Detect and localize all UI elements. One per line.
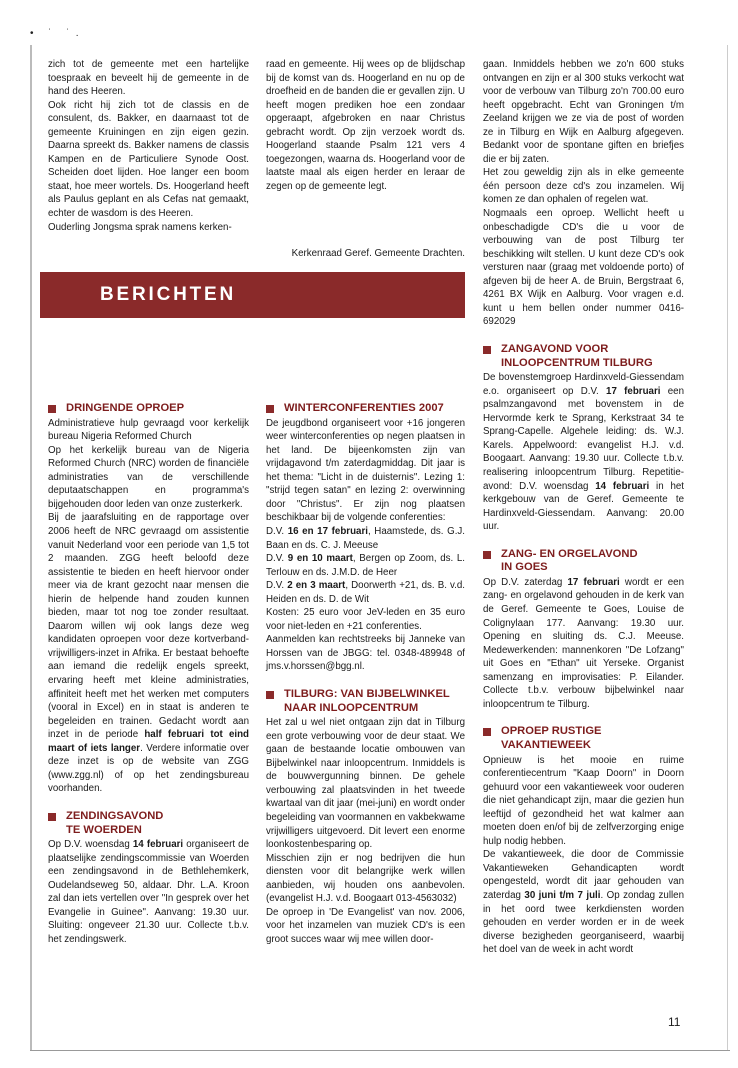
paragraph: gaan. Inmiddels hebben we zo'n 600 stuks ontvangen en zijn er al 300 stuks verkocht wat voor de verbouw van Tilburg zo'n 700.00 euro heeft opgebracht. Echt van Groningen t/m Zeeland krijgen we ze via de post of worden ze in Tilburg en Wijk en Aalburg afgegeven. Bedankt voor de spontane giften en briefjes die er bij zaten. (483, 59, 684, 165)
article-heading: TILBURG: VAN BIJBELWINKEL NAAR INLOOPCENTRUM (266, 688, 465, 715)
paragraph: Op D.V. woensdag 14 februari organiseert de plaatselijke zendingscommissie van Woerden een zendingsavond in de Bethlehemkerk, Oudelandseweg 50, aldaar. Dhr. L.A. Kroon zal dan iets vertellen over "In gesprek over het Evangelie in Guinee". Aanvang: 19.30 uur. Sluiting: ongeveer 21.30 uur. Collecte t.b.v. het zendingswerk. (48, 839, 249, 945)
section-banner-title: BERICHTEN (100, 284, 237, 305)
top-article-col1 (48, 58, 249, 234)
paragraph: Op D.V. zaterdag 17 februari wordt er een zang- en orgelavond gehouden in de kerk van de Geref. Gemeente te Goes, Louise de Colignylaan 177. Aanvang: 19.30 uur. Opening en sluiting ds. C.J. Meeuse. Medewerkenden: mannenkoren "De Lofzang" uit Goes en "Ethan" uit Yerseke. Organist samenzang en improvisaties: P. Eilander. Collecte t.b.v. verbouw bijbelwinkel naar inloopcentrum te Tilburg. (483, 576, 684, 710)
bullet-square-icon (483, 728, 491, 736)
bullet-square-icon (266, 691, 274, 699)
paragraph: Administratieve hulp gevraagd voor kerkelijk bureau Nigeria Reformed Church (48, 417, 249, 443)
column-2 (266, 402, 465, 946)
bullet-square-icon (483, 551, 491, 559)
paragraph: De bovenstemgroep Hardinxveld-Giessendam e.o. organiseert op D.V. 17 februari een psalmzangavond met bovenstem in de Hervormde kerk te Sprang, Kerkstraat 34 te Sprang-Capelle. Algehele leiding: ds. W.J. Karels. Appelwoord: evangelist H.J. v.d. Boogaart. Aanvang: 19.30 uur. Collecte t.b.v. realisering inloopcentrum Tilburg. Repetitie-avond: D.V. woensdag 14 februari in het kerkgebouw van de Geref. Gemeente te Hardinxveld-Giessendam. Aanvang: 20.00 uur. (483, 372, 684, 533)
paragraph: Kosten: 25 euro voor JeV-leden en 35 euro voor niet-leden en +21 conferenties. (266, 607, 465, 632)
article-heading: DRINGENDE OPROEP (48, 402, 249, 416)
paragraph: Ouderling Jongsma sprak namens kerken- (48, 221, 232, 233)
article-heading: ZANGAVOND VOOR INLOOPCENTRUM TILBURG (483, 343, 684, 370)
column-1 (48, 402, 249, 946)
paragraph: Het zal u wel niet ontgaan zijn dat in Tilburg een grote verbouwing voor de deur staat. We gaan de bestaande locatie ombouwen van Bijbelwinkel naar inloopcentrum. Inmiddels is de bouwvergunning binnen. De gehele verbouwing zal plaatsvinden in het tweede kwartaal van dit jaar (mei-juni) en wordt onder begeleiding van voormannen en vakbekwame vrijwilligers uitgevoerd. Dit levert een enorme loonkostenbesparing op. (266, 717, 465, 851)
bullet-square-icon (48, 405, 56, 413)
bullet-square-icon (483, 346, 491, 354)
page-marks: • ˙ ˙. (30, 28, 85, 39)
page-number: 11 (668, 1015, 681, 1029)
article-heading: ZANG- EN ORGELAVOND IN GOES (483, 548, 684, 575)
article-heading: ZENDINGSAVOND TE WOERDEN (48, 810, 249, 837)
paragraph: Het zou geweldig zijn als in elke gemeente één persoon deze cd's zou inzamelen. Wij komen ze dan ophalen of regelen wat. (483, 167, 684, 206)
paragraph: Bij de jaarafsluiting en de rapportage over 2006 heeft de NRC gevraagd om assistentie vanuit Nederland voor een periode van 1,5 tot 2 maanden. ZGG heeft beloofd deze assistentie te bieden en heeft hiervoor onder meer via de krant gezocht naar mensen die hierin de helpende hand zouden kunnen bieden, maar tot nog toe zonder resultaat. Daarom willen wij ook langs deze weg kandidaten oproepen voor deze kortverband-vrijwilligers-inzet in Afrika. Er bestaat behoefte aan iemand die redelijk engels spreekt, ervaring heeft met kleine administraties, affiniteit heeft met het werken met computers (vooral in Excel) en in staat is anderen te begeleiden en trainen. Gedacht wordt aan inzet in de periode half februari tot eind maart of iets langer. Verdere informatie over deze inzet is op de website van ZGG (www.zgg.nl) of op het zendingsbureau voorhanden. (48, 512, 249, 795)
article-heading: OPROEP RUSTIGE VAKANTIEWEEK (483, 725, 684, 752)
paragraph: D.V. 16 en 17 februari, Haamstede, ds. G.J. Baan en ds. C. J. Meeuse (266, 525, 465, 551)
signature: Kerkenraad Geref. Gemeente Drachten. (291, 248, 465, 259)
paragraph: Op het kerkelijk bureau van de Nigeria Reformed Church (NRC) worden de financiële administraties van de verschillende deputaatschappen en programma's bijgehouden door leden van onze zusterkerk. (48, 444, 249, 510)
bottom-rule (30, 1050, 730, 1051)
bullet-square-icon (266, 405, 274, 413)
paragraph: De jeugdbond organiseert voor +16 jongeren weer winterconferenties op negen plaatsen in het land. De bijeenkomsten zijn van vrijdagavond t/m zaterdagmiddag. Dit jaar is het thema: "Licht in de duisternis". Lezing 1: "strijd tegen satan" en lezing 2: overwinning door "Christus". Er zijn nog plaatsen beschikbaar bij de volgende conferenties: (266, 417, 465, 524)
paragraph: Nogmaals een oproep. Wellicht heeft u onbeschadigde CD's die u voor de verbouwing van de post Tilburg ter beschikking wilt stellen. U kunt deze CD's ook versturen naar (graag met voldoende porto) of afgeven bij de heer A. de Bruin, Bergstraat 6, 4261 BX Wijk en Aalburg. Voor vragen e.d. kunt u hem bellen onder nummer 0416-692029 (483, 208, 684, 328)
column-3 (483, 58, 684, 957)
left-margin-rule (30, 45, 32, 1050)
top-article-col2 (266, 58, 465, 193)
paragraph: De oproep in 'De Evangelist' van nov. 2006, voor het inzamelen van muziek CD's is een groot succes waar wij mee willen door- (266, 906, 465, 945)
paragraph: D.V. 2 en 3 maart, Doorwerth +21, ds. B. v.d. Heiden en ds. D. de Wit (266, 580, 466, 605)
paragraph: zich tot de gemeente met een hartelijke toespraak en beveelt hij de gemeente in de hand des Heeren. (48, 59, 249, 98)
paragraph: raad en gemeente. Hij wees op de blijdschap bij de komst van ds. Hoogerland en nu op de droefheid en de banden die er gevallen zijn. U heeft mogen prediken hoe een zondaar opgeraapt, afgebroken en naar Christus gebracht wordt. Op zijn verzoek wordt ds. Hoogerland staande Psalm 121 vers 4 toegezongen, waarna ds. Hoogerland voor de laatste maal als eigen herder en leraar de zegen op de gemeente legt. (266, 59, 465, 192)
right-margin-rule (727, 45, 728, 1050)
paragraph: Opnieuw is het mooie en ruime conferentiecentrum "Kaap Doorn" in Doorn gehuurd voor een vakantieweek voor ouderen die niet gehandicapt zijn, maar die gezien hun leeftijd of gezondheid het wat kalmer aan moeten doen en/of bij de zelfverzorging enige hulp nodig hebben. (483, 754, 684, 847)
paragraph: D.V. 9 en 10 maart, Bergen op Zoom, ds. L. Terlouw en ds. J.M.D. de Heer (266, 553, 465, 578)
paragraph: Aanmelden kan rechtstreeks bij Janneke van Horssen van de JBGG: tel. 0348-489948 of jms.v.horssen@bgg.nl. (266, 634, 465, 673)
bullet-square-icon (48, 813, 56, 821)
article-heading: WINTERCONFERENTIES 2007 (266, 402, 465, 416)
paragraph: Misschien zijn er nog bedrijven die hun diensten voor dit belangrijke werk willen aanbieden, wij houden ons aanbevolen. (evangelist H.J. v.d. Boogaart 013-4563032) (266, 852, 465, 905)
paragraph: De vakantieweek, die door de Commissie Vakantieweken Gehandicapten wordt opengesteld, wordt dit jaar gehouden van zaterdag 30 juni t/m 7 juli. Op zondag zullen in het oord twee kerkdiensten worden gehouden en verder worden er in de week diverse bezigheden georganiseerd, waarbij het doel van de week in acht wordt (483, 849, 684, 956)
paragraph: Ook richt hij zich tot de classis en de consulent, ds. Bakker, en daarnaast tot de gemeente Kruiningen en zijn eigen gezin. Daarna spreekt ds. Bakker namens de classis Kampen en de Particuliere Synode Oost. Scheiden doet lijden. Hoe langer een boom staat, hoe meer wortels. Ds. Hoogerland heeft als Paulus geplant en als Cefas nat gemaakt, echter de wasdom is des Heeren. (48, 99, 249, 220)
